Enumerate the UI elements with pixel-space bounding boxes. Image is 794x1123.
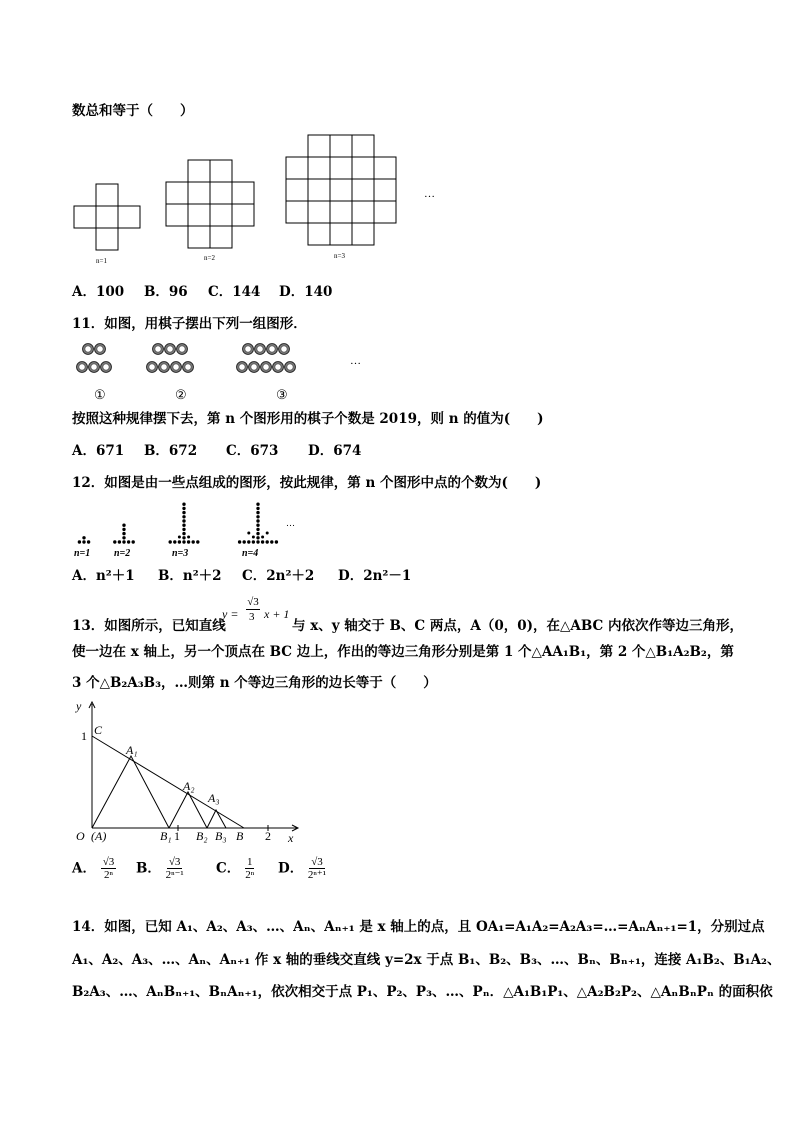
chess-piece: [279, 344, 290, 355]
label-A3: A₃: [208, 791, 220, 805]
dot: [256, 507, 259, 510]
q12-ellipsis: …: [286, 518, 295, 528]
dot: [238, 540, 241, 543]
q10-option-b[interactable]: B．96: [144, 284, 188, 300]
dot: [275, 540, 278, 543]
dot: [252, 540, 255, 543]
dot: [132, 540, 135, 543]
q10-label-n3: n=3: [334, 252, 345, 260]
chess-piece: [183, 362, 194, 373]
dot: [182, 536, 185, 539]
q12-options: [72, 567, 411, 585]
dot: [182, 532, 185, 535]
q12-option-b[interactable]: B．n²＋2: [158, 568, 222, 584]
chess-piece: [101, 362, 112, 373]
chess-piece: [177, 344, 188, 355]
dot: [122, 536, 125, 539]
q14-line1: 14．如图，已知 A₁、A₂、A₃、…、Aₙ、Aₙ₊₁ 是 x 轴上的点，且 OA₁=A₁A₂=A₂A₃=…=AₙAₙ₊₁=1，分别过点: [72, 919, 765, 935]
dot: [247, 540, 250, 543]
dot: [182, 511, 185, 514]
chess-piece: [285, 362, 296, 373]
q12-option-a[interactable]: A．n²＋1: [72, 568, 135, 584]
dot: [122, 540, 125, 543]
dot: [256, 503, 259, 506]
dot: [187, 540, 190, 543]
dot: [256, 528, 259, 531]
q12-option-d[interactable]: D．2n²－1: [338, 568, 412, 584]
dot: [182, 503, 185, 506]
q13-line2: 使一边在 x 轴上，另一个顶点在 BC 边上，作出的等边三角形分别是第 1 个△AA₁B₁，第 2 个△B₁A₂B₂，第: [72, 644, 734, 660]
chess-piece: [237, 362, 248, 373]
dot: [252, 536, 255, 539]
chess-piece: [171, 362, 182, 373]
dot: [178, 540, 181, 543]
dot: [256, 540, 259, 543]
chess-piece: [249, 362, 260, 373]
dot: [127, 540, 130, 543]
q12-label-n2: n=2: [114, 548, 131, 559]
q11-option-b[interactable]: B．672: [144, 443, 198, 459]
q13-line3: 3 个△B₂A₃B₃，…则第 n 个等边三角形的边长等于（ ）: [72, 675, 437, 691]
q11-label-2: ②: [175, 387, 187, 402]
dot: [113, 540, 116, 543]
q11-option-a[interactable]: A．671: [72, 443, 125, 459]
label-A: (A): [91, 829, 107, 843]
q12-option-c[interactable]: C．2n²＋2: [242, 568, 315, 584]
label-C: C: [94, 723, 103, 737]
q11-label-3: ③: [276, 387, 288, 402]
q11-figure: [70, 338, 370, 402]
dot: [192, 540, 195, 543]
dot: [270, 540, 273, 543]
chess-piece: [95, 344, 106, 355]
triangle-1: [92, 756, 169, 828]
label-B: B: [236, 829, 244, 843]
dot: [261, 540, 264, 543]
dot: [266, 540, 269, 543]
q10-cross-n3: [286, 135, 396, 245]
q10-cross-n2: [166, 160, 254, 248]
chess-piece: [261, 362, 272, 373]
q13-line1b: 与 x、y 轴交于 B、C 两点，A（0，0)，在△ABC 内依次作等边三角形，: [292, 618, 743, 634]
dot: [256, 519, 259, 522]
q10-cross-n1: [74, 184, 140, 250]
dot: [182, 524, 185, 527]
dot: [196, 540, 199, 543]
q14-line3: B₂A₃、…、AₙBₙ₊₁、BₙAₙ₊₁，依次相交于点 P₁、P₂、P₃、…、Pₙ．△A₁B₁P₁、△A₂B₂P₂、△AₙBₙPₙ 的面积依: [72, 984, 773, 1000]
q12-label-n1: n=1: [74, 548, 91, 559]
q11-stem: 11．如图，用棋子摆出下列一组图形．: [72, 316, 307, 332]
chess-piece: [267, 344, 278, 355]
q11-options: [72, 442, 361, 460]
label-2: 2: [265, 829, 271, 843]
q11-ellipsis: …: [350, 355, 361, 367]
q13-option-a[interactable]: A． $\frac{√3}{\text{2ⁿ}}$: [72, 856, 115, 881]
triangle-2: [169, 792, 207, 828]
label-A1: A₁: [126, 743, 138, 757]
chess-piece: [153, 344, 164, 355]
q13-option-b[interactable]: B． $\frac{√3}{\text{2ⁿ⁻¹}}$: [136, 856, 184, 881]
q11-stem2: 按照这种规律摆下去，第 n 个图形用的棋子个数是 2019，则 n 的值为( ): [72, 411, 544, 427]
chess-piece: [165, 344, 176, 355]
q11-label-1: ①: [94, 387, 106, 402]
label-B2: B₂: [196, 829, 208, 843]
dot: [118, 540, 121, 543]
chess-piece: [83, 344, 94, 355]
q13-options: [72, 856, 452, 896]
q13-option-d[interactable]: D． $\frac{√3}{\text{2ⁿ⁺¹}}$: [278, 856, 326, 881]
q13-equation: y = √3 3 x + 1: [222, 596, 290, 623]
q12-figure: [70, 498, 310, 560]
dot: [243, 540, 246, 543]
chess-piece: [255, 344, 266, 355]
q13-option-c[interactable]: C． $\frac{1}{\text{2ⁿ}}$: [216, 856, 255, 881]
q10-label-n1: n=1: [96, 257, 107, 265]
chess-piece: [243, 344, 254, 355]
line-bc: [92, 736, 244, 828]
q10-option-a[interactable]: A．100: [72, 284, 125, 300]
dot: [122, 524, 125, 527]
label-A2: A₂: [183, 779, 195, 793]
q13-line1a: 13．如图所示，已知直线: [72, 618, 226, 634]
q11-option-d[interactable]: D．674: [308, 443, 362, 459]
dot: [182, 528, 185, 531]
label-1x: 1: [174, 829, 180, 843]
dot: [78, 540, 81, 543]
dot: [266, 532, 269, 535]
label-x: x: [288, 831, 294, 845]
q12-label-n4: n=4: [242, 548, 259, 559]
q10-option-d[interactable]: D．140: [279, 284, 333, 300]
dot: [122, 532, 125, 535]
q14-line2: A₁、A₂、A₃、…、Aₙ、Aₙ₊₁ 作 x 轴的垂线交直线 y=2x 于点 B₁、B₂、B₃、…、Bₙ、Bₙ₊₁，连接 A₁B₂、B₁A₂、: [72, 952, 781, 968]
dot: [261, 536, 264, 539]
dot: [122, 528, 125, 531]
q10-stem-tail: 数总和等于（ ）: [72, 103, 194, 119]
label-1y: 1: [81, 729, 87, 743]
dot: [182, 540, 185, 543]
dot: [182, 515, 185, 518]
dot: [87, 540, 90, 543]
triangle-3: [207, 810, 226, 828]
chess-piece: [77, 362, 88, 373]
dot: [173, 540, 176, 543]
chess-piece: [89, 362, 100, 373]
dot: [178, 536, 181, 539]
chess-piece: [159, 362, 170, 373]
q10-figure: [60, 125, 460, 275]
chess-piece: [273, 362, 284, 373]
dot: [169, 540, 172, 543]
dot: [256, 515, 259, 518]
dot: [256, 536, 259, 539]
label-B3: B₃: [215, 829, 227, 843]
q13-graph: [70, 698, 310, 846]
label-y: y: [76, 699, 82, 713]
dot: [182, 519, 185, 522]
label-B1: B₁: [160, 829, 172, 843]
q10-option-c[interactable]: C．144: [208, 284, 261, 300]
dot: [256, 511, 259, 514]
q10-ellipsis: …: [424, 188, 435, 200]
dot: [256, 524, 259, 527]
chess-piece: [147, 362, 158, 373]
dot: [82, 536, 85, 539]
q10-label-n2: n=2: [204, 254, 215, 262]
q11-option-c[interactable]: C．673: [226, 443, 279, 459]
q10-options: [72, 283, 332, 301]
dot: [187, 536, 190, 539]
q12-stem: 12．如图是由一些点组成的图形，按此规律，第 n 个图形中点的个数为( ): [72, 475, 542, 491]
dot: [82, 540, 85, 543]
q12-label-n3: n=3: [172, 548, 189, 559]
dot: [247, 532, 250, 535]
label-O: O: [76, 829, 85, 843]
dot: [182, 507, 185, 510]
dot: [256, 532, 259, 535]
